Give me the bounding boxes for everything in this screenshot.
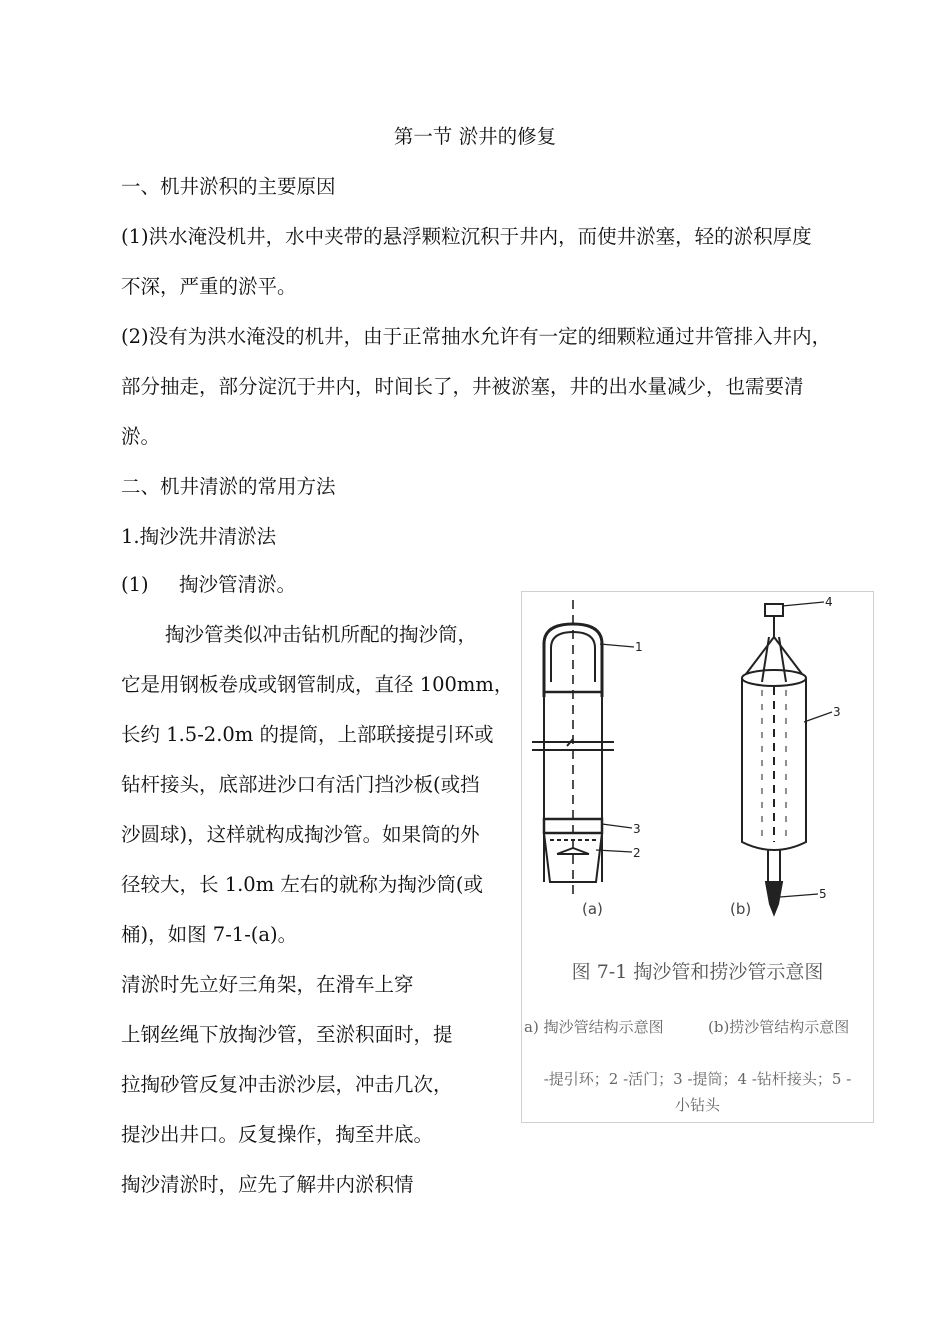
section-heading-causes: 一、机井淤积的主要原因 — [121, 175, 336, 198]
paragraph-line: 淤。 — [121, 425, 161, 448]
diagram-a-bailing-pipe — [532, 600, 634, 897]
body-line: 它是用钢板卷成或钢管制成，直径 100mm， — [121, 673, 514, 696]
label-a-3: 3 — [633, 822, 641, 836]
figure-legend-line: -提引环；2 -活门；3 -提筒；4 -钻杆接头；5 - — [543, 1070, 852, 1088]
body-line: 桶)，如图 7-1-(a)。 — [121, 923, 298, 946]
sub-label-a: (a) — [582, 900, 603, 918]
paragraph-line: 部分抽走，部分淀沉于井内，时间长了，井被淤塞，井的出水量减少，也需要清 — [121, 375, 804, 398]
diagram-b-scooping-pipe — [742, 602, 832, 914]
body-line: 提沙出井口。反复操作，掏至井底。 — [121, 1123, 434, 1146]
body-line: 沙圆球)，这样就构成掏沙管。如果筒的外 — [121, 823, 480, 846]
label-a-1: 1 — [635, 640, 643, 654]
body-line: 掏沙管类似冲击钻机所配的掏沙筒， — [165, 623, 478, 646]
section-heading-methods: 二、机井清淤的常用方法 — [121, 475, 336, 498]
list-item-text: 掏沙管清淤。 — [179, 573, 297, 596]
body-line: 清淤时先立好三角架，在滑车上穿 — [121, 973, 414, 996]
paragraph-line: (2)没有为洪水淹没的机井，由于正常抽水允许有一定的细颗粒通过井管排入井内， — [121, 325, 832, 348]
body-line: 拉掏砂管反复冲击淤沙层，冲击几次， — [121, 1073, 453, 1096]
figure-diagram — [522, 592, 873, 952]
label-a-2: 2 — [633, 846, 641, 860]
label-b-3: 3 — [833, 705, 841, 719]
body-line: 径较大，长 1.0m 左右的就称为掏沙筒(或 — [121, 873, 484, 896]
list-item-number: (1) — [121, 573, 149, 596]
figure-7-1 — [521, 591, 874, 1123]
body-line: 钻杆接头，底部进沙口有活门挡沙板(或挡 — [121, 773, 480, 796]
subsection-heading: 1.掏沙洗井清淤法 — [121, 525, 277, 548]
page-title: 第一节 淤井的修复 — [393, 125, 557, 148]
figure-legend-line: 小钻头 — [674, 1096, 720, 1114]
body-line: 掏沙清淤时，应先了解井内淤积情 — [121, 1173, 414, 1196]
figure-caption-a: a) 掏沙管结构示意图 — [524, 1018, 664, 1036]
label-b-4: 4 — [825, 595, 833, 609]
body-line: 长约 1.5-2.0m 的提筒，上部联接提引环或 — [121, 723, 494, 746]
sub-label-b: (b) — [730, 900, 752, 918]
body-line: 上钢丝绳下放掏沙管，至淤积面时，提 — [121, 1023, 453, 1046]
figure-title: 图 7-1 掏沙管和捞沙管示意图 — [571, 961, 824, 983]
paragraph-line: (1)洪水淹没机井，水中夹带的悬浮颗粒沉积于井内，而使井淤塞，轻的淤积厚度 — [121, 225, 812, 248]
figure-caption-b: (b)捞沙管结构示意图 — [708, 1018, 850, 1036]
paragraph-line: 不深，严重的淤平。 — [121, 275, 297, 298]
label-b-5: 5 — [819, 887, 827, 901]
